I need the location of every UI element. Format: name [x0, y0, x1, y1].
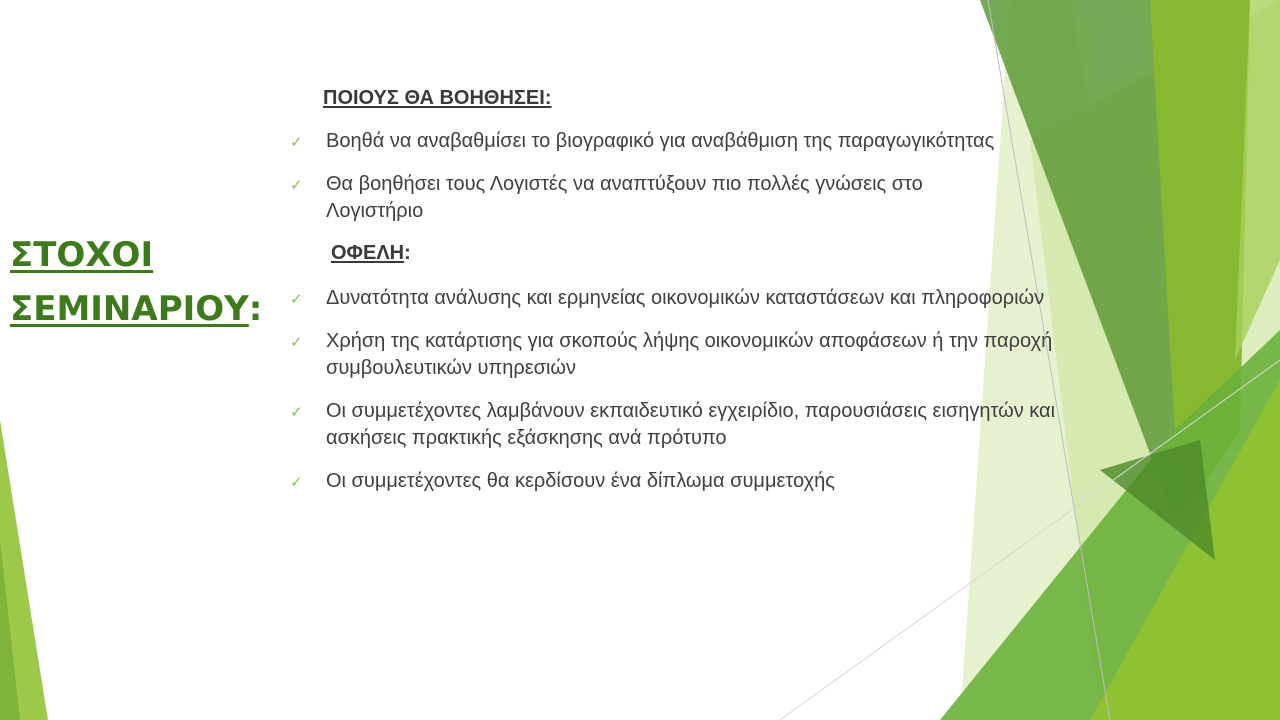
section-heading-benefits-text: ΟΦΕΛΗ	[331, 242, 405, 264]
list-item	[288, 468, 1066, 495]
section-heading-who-text: ΠΟΙΟΥΣ ΘΑ ΒΟΗΘΗΣΕΙ:	[323, 87, 552, 109]
list-item	[288, 328, 1061, 382]
checkmark-icon: ✓	[290, 403, 303, 421]
list-item	[288, 171, 1016, 225]
section-heading-benefits-colon: :	[404, 242, 411, 264]
section-heading-benefits	[331, 242, 411, 265]
checkmark-icon: ✓	[290, 473, 303, 491]
bullet-list-benefits	[288, 285, 1078, 511]
list-item	[288, 285, 1046, 312]
title-line-1: ΣΤΟΧΟΙ	[10, 235, 154, 275]
list-item-text: Βοηθά να αναβαθμίσει το βιογραφικό για αναβάθμιση της παραγωγικότητας	[326, 130, 995, 152]
checkmark-icon: ✓	[290, 176, 303, 194]
checkmark-icon: ✓	[290, 133, 303, 151]
bullet-list-who	[288, 128, 1016, 241]
list-item-text: Χρήση της κατάρτισης για σκοπούς λήψης οικονομικών αποφάσεων ή την παροχή συμβουλευτικών υπηρεσιών	[326, 330, 1053, 379]
title-colon: :	[248, 289, 263, 329]
title-line-2: ΣΕΜΙΝΑΡΙΟΥ	[10, 289, 249, 329]
list-item-text: Οι συμμετέχοντες λαμβάνουν εκπαιδευτικό εγχειρίδιο, παρουσιάσεις εισηγητών και ασκήσεις πρακτικής εξάσκησης ανά πρότυπο	[326, 400, 1056, 449]
checkmark-icon: ✓	[290, 333, 303, 351]
list-item-text: Θα βοηθήσει τους Λογιστές να αναπτύξουν πιο πολλές γνώσεις στο Λογιστήριο	[326, 173, 923, 222]
section-heading-who	[323, 87, 551, 110]
list-item-text: Δυνατότητα ανάλυσης και ερμηνείας οικονομικών καταστάσεων και πληροφοριών	[326, 287, 1045, 309]
list-item-text: Οι συμμετέχοντες θα κερδίσουν ένα δίπλωμα συμμετοχής	[326, 470, 835, 492]
checkmark-icon: ✓	[290, 290, 303, 308]
slide-title	[10, 228, 280, 336]
list-item	[288, 128, 1016, 155]
list-item	[288, 398, 1066, 452]
